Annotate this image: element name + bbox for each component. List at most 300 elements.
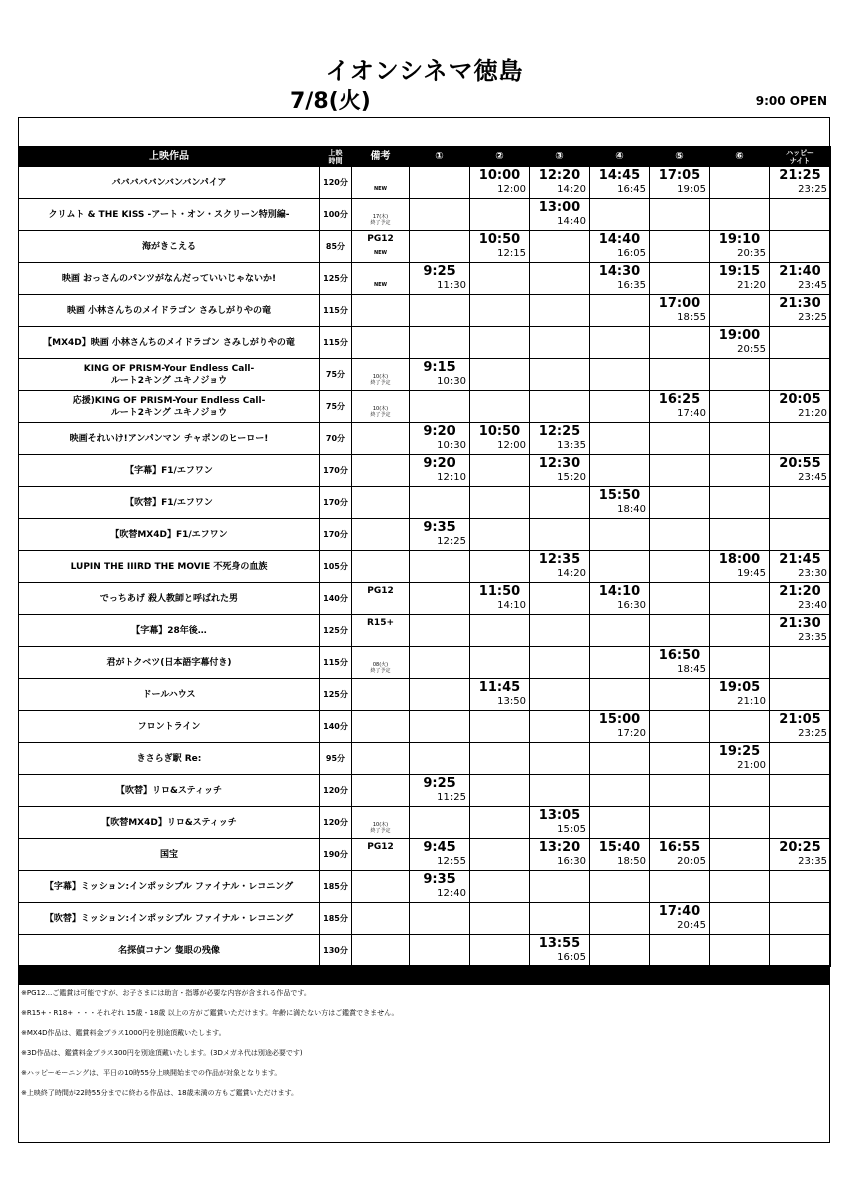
end-time: 23:35 <box>798 856 827 867</box>
end-time: 11:30 <box>437 280 466 291</box>
remarks-cell <box>352 935 410 967</box>
movie-title: 【字幕】ミッション:インポッシブル ファイナル・レコニング <box>19 871 320 903</box>
rating-badge: PG12 <box>367 842 394 852</box>
start-time: 13:55 <box>538 936 581 951</box>
start-time: 13:00 <box>538 200 581 215</box>
header-screen-1: ① <box>410 147 470 167</box>
showtime-cell[interactable] <box>530 551 590 583</box>
showtime-cell[interactable] <box>530 423 590 455</box>
showtime-cell[interactable] <box>710 327 770 359</box>
remarks-cell <box>352 647 410 679</box>
showtime-cell[interactable] <box>530 167 590 199</box>
showtime-cell[interactable] <box>530 455 590 487</box>
table-row <box>19 295 831 327</box>
showtime-cell <box>710 807 770 839</box>
showtime-cell <box>650 807 710 839</box>
note-item: ※MX4D作品は、鑑賞料金プラス1000円を別途頂戴いたします。 <box>21 1029 226 1037</box>
showtime-cell <box>650 679 710 711</box>
end-time: 20:55 <box>737 344 766 355</box>
showtime-cell <box>470 327 530 359</box>
table-row <box>19 871 831 903</box>
showtime-cell <box>770 903 831 935</box>
showtime-cell[interactable] <box>410 871 470 903</box>
remarks-cell <box>352 903 410 935</box>
showtime-cell <box>590 935 650 967</box>
showtime-cell[interactable] <box>770 391 831 423</box>
end-time: 15:05 <box>557 824 586 835</box>
showtime-cell <box>590 327 650 359</box>
table-row <box>19 327 831 359</box>
start-time: 21:25 <box>779 168 821 183</box>
movie-title: 【吹替MX4D】F1/エフワン <box>19 519 320 551</box>
end-time: 23:30 <box>798 568 827 579</box>
showtime-cell <box>650 935 710 967</box>
table-row <box>19 711 831 743</box>
remark-note: NEW <box>373 186 388 192</box>
showtime-cell <box>650 199 710 231</box>
start-time: 16:50 <box>658 648 701 663</box>
start-time: 9:15 <box>423 360 456 375</box>
remarks-cell <box>352 455 410 487</box>
showtime-cell <box>590 359 650 391</box>
showtime-cell <box>410 647 470 679</box>
showtime-cell <box>470 743 530 775</box>
table-row <box>19 391 831 423</box>
showtime-cell[interactable] <box>710 551 770 583</box>
showtime-cell <box>410 295 470 327</box>
start-time: 20:25 <box>779 840 821 855</box>
start-time: 13:05 <box>538 808 581 823</box>
showtime-cell[interactable] <box>650 295 710 327</box>
remarks-cell <box>352 679 410 711</box>
showtime-cell <box>710 391 770 423</box>
movie-title: 応援)KING OF PRISM-Your Endless Call- ルート2キング ユキノジョウ <box>19 391 320 423</box>
end-time: 17:20 <box>617 728 646 739</box>
showtime-cell <box>590 807 650 839</box>
showtime-cell[interactable] <box>770 711 831 743</box>
showtime-cell[interactable] <box>650 903 710 935</box>
showtime-cell <box>650 327 710 359</box>
showtime-cell <box>470 871 530 903</box>
showtime-cell[interactable] <box>410 839 470 871</box>
table-row <box>19 839 831 871</box>
showtime-cell[interactable] <box>470 583 530 615</box>
showtime-cell[interactable] <box>590 583 650 615</box>
showtime-cell <box>650 359 710 391</box>
end-time: 12:40 <box>437 888 466 899</box>
showtime-cell[interactable] <box>590 231 650 263</box>
start-time: 16:25 <box>658 392 701 407</box>
start-time: 21:05 <box>779 712 821 727</box>
showtime-cell <box>590 199 650 231</box>
remarks-cell <box>352 519 410 551</box>
movie-duration: 125分 <box>320 679 352 711</box>
end-time: 12:55 <box>437 856 466 867</box>
table-row <box>19 199 831 231</box>
remarks-cell <box>352 615 410 647</box>
showtime-cell <box>650 871 710 903</box>
showtime-cell <box>710 871 770 903</box>
start-time: 15:50 <box>598 488 641 503</box>
end-time: 10:30 <box>437 376 466 387</box>
remarks-cell <box>352 871 410 903</box>
showtime-cell <box>710 583 770 615</box>
showtime-cell[interactable] <box>650 647 710 679</box>
showtime-cell <box>530 359 590 391</box>
showtime-cell[interactable] <box>650 839 710 871</box>
end-time: 10:30 <box>437 440 466 451</box>
end-time: 14:40 <box>557 216 586 227</box>
showtime-cell <box>770 359 831 391</box>
movie-title: 名探偵コナン 隻眼の残像 <box>19 935 320 967</box>
showtime-cell[interactable] <box>530 199 590 231</box>
note-item: ※ハッピーモーニングは、平日の10時55分上映開始までの作品が対象となります。 <box>21 1069 282 1077</box>
start-time: 21:45 <box>779 552 821 567</box>
movie-duration: 190分 <box>320 839 352 871</box>
remark-note: NEW <box>373 250 388 256</box>
table-row <box>19 935 831 967</box>
header-screen-2: ② <box>470 147 530 167</box>
movie-title: 【MX4D】映画 小林さんちのメイドラゴン さみしがりやの竜 <box>19 327 320 359</box>
showtime-cell[interactable] <box>770 551 831 583</box>
table-row <box>19 903 831 935</box>
end-time: 19:05 <box>677 184 706 195</box>
movie-title: 君がトクベツ(日本語字幕付き) <box>19 647 320 679</box>
table-row <box>19 551 831 583</box>
showtime-cell[interactable] <box>710 743 770 775</box>
end-time: 21:10 <box>737 696 766 707</box>
showtime-cell <box>590 519 650 551</box>
showtime-cell <box>470 487 530 519</box>
header-title: 上映作品 <box>19 147 320 167</box>
end-time: 12:10 <box>437 472 466 483</box>
end-time: 16:30 <box>617 600 646 611</box>
end-time: 13:50 <box>497 696 526 707</box>
remarks-cell <box>352 359 410 391</box>
remarks-cell <box>352 295 410 327</box>
movie-duration: 75分 <box>320 359 352 391</box>
start-time: 9:20 <box>423 456 456 471</box>
table-row <box>19 679 831 711</box>
header-screen-4: ④ <box>590 147 650 167</box>
showtime-cell[interactable] <box>650 391 710 423</box>
remarks-cell <box>352 263 410 295</box>
showtime-cell <box>770 199 831 231</box>
movie-title: フロントライン <box>19 711 320 743</box>
end-time: 17:40 <box>677 408 706 419</box>
header-duration: 上映 時間 <box>320 147 352 167</box>
showtime-cell <box>410 807 470 839</box>
start-time: 10:00 <box>478 168 521 183</box>
remarks-cell <box>352 711 410 743</box>
showtime-cell[interactable] <box>770 583 831 615</box>
showtime-cell[interactable] <box>770 263 831 295</box>
table-row <box>19 519 831 551</box>
start-time: 11:45 <box>478 680 521 695</box>
movie-title: 【字幕】28年後… <box>19 615 320 647</box>
movie-title: クリムト & THE KISS -アート・オン・スクリーン特別編- <box>19 199 320 231</box>
start-time: 10:50 <box>478 232 521 247</box>
start-time: 21:40 <box>779 264 821 279</box>
table-row <box>19 455 831 487</box>
showtime-cell <box>470 711 530 743</box>
showtime-cell <box>710 359 770 391</box>
showtime-cell <box>650 615 710 647</box>
showtime-cell <box>590 615 650 647</box>
end-time: 18:40 <box>617 504 646 515</box>
header-screen-3: ③ <box>530 147 590 167</box>
showtime-cell <box>770 487 831 519</box>
table-row <box>19 743 831 775</box>
showtime-cell <box>410 743 470 775</box>
table-row <box>19 583 831 615</box>
end-time: 15:20 <box>557 472 586 483</box>
showtime-cell <box>650 743 710 775</box>
showtime-cell <box>710 839 770 871</box>
showtime-cell <box>410 199 470 231</box>
showtime-cell <box>410 583 470 615</box>
showtime-cell <box>710 935 770 967</box>
showtime-cell <box>470 807 530 839</box>
showtime-cell <box>770 807 831 839</box>
showtime-cell <box>530 231 590 263</box>
end-time: 23:25 <box>798 728 827 739</box>
header-remarks: 備考 <box>352 147 410 167</box>
start-time: 17:00 <box>658 296 701 311</box>
showtime-cell <box>770 423 831 455</box>
showtime-cell <box>710 903 770 935</box>
showtime-cell[interactable] <box>410 775 470 807</box>
end-time: 18:45 <box>677 664 706 675</box>
showtime-cell <box>410 711 470 743</box>
showtime-cell[interactable] <box>710 231 770 263</box>
showtime-cell[interactable] <box>650 167 710 199</box>
showtime-cell[interactable] <box>470 423 530 455</box>
end-time: 21:00 <box>737 760 766 771</box>
table-row <box>19 775 831 807</box>
rating-badge: PG12 <box>367 234 394 244</box>
showtime-cell[interactable] <box>530 807 590 839</box>
movie-duration: 185分 <box>320 903 352 935</box>
movie-duration: 170分 <box>320 487 352 519</box>
movie-duration: 115分 <box>320 327 352 359</box>
showtime-cell <box>650 711 710 743</box>
end-time: 11:25 <box>437 792 466 803</box>
showtime-cell <box>410 231 470 263</box>
start-time: 9:25 <box>423 264 456 279</box>
start-time: 21:20 <box>779 584 821 599</box>
showtime-cell[interactable] <box>770 295 831 327</box>
end-time: 23:25 <box>798 184 827 195</box>
showtime-cell[interactable] <box>470 167 530 199</box>
showtime-cell <box>590 871 650 903</box>
showtime-cell <box>590 647 650 679</box>
showtime-cell[interactable] <box>410 359 470 391</box>
showtime-cell <box>650 487 710 519</box>
showtime-cell <box>590 391 650 423</box>
showtime-cell <box>410 551 470 583</box>
showtime-cell <box>410 679 470 711</box>
showtime-cell[interactable] <box>770 455 831 487</box>
end-time: 20:45 <box>677 920 706 931</box>
showtime-cell <box>470 647 530 679</box>
showtime-cell[interactable] <box>410 519 470 551</box>
showtime-cell <box>410 615 470 647</box>
table-row <box>19 647 831 679</box>
showtime-cell <box>530 583 590 615</box>
start-time: 16:55 <box>658 840 701 855</box>
end-time: 14:10 <box>497 600 526 611</box>
showtime-cell <box>710 455 770 487</box>
end-time: 20:05 <box>677 856 706 867</box>
showtime-cell <box>650 455 710 487</box>
start-time: 9:35 <box>423 520 456 535</box>
start-time: 17:40 <box>658 904 701 919</box>
showtime-cell <box>770 519 831 551</box>
showtime-cell <box>590 679 650 711</box>
remarks-cell <box>352 839 410 871</box>
movie-duration: 115分 <box>320 647 352 679</box>
movie-duration: 140分 <box>320 711 352 743</box>
end-time: 14:20 <box>557 184 586 195</box>
showtime-cell[interactable] <box>470 231 530 263</box>
showtime-cell[interactable] <box>530 935 590 967</box>
movie-duration: 100分 <box>320 199 352 231</box>
remarks-cell <box>352 231 410 263</box>
notes-list <box>21 989 826 1109</box>
showtime-cell <box>770 871 831 903</box>
movie-duration: 95分 <box>320 743 352 775</box>
showtime-cell[interactable] <box>470 679 530 711</box>
remarks-cell <box>352 551 410 583</box>
start-time: 14:30 <box>598 264 641 279</box>
start-time: 10:50 <box>478 424 521 439</box>
showtime-cell[interactable] <box>770 839 831 871</box>
showtime-cell <box>770 935 831 967</box>
showtime-cell <box>410 935 470 967</box>
showtime-cell[interactable] <box>410 455 470 487</box>
showtime-cell[interactable] <box>590 711 650 743</box>
schedule-body <box>19 167 831 967</box>
showtime-cell <box>530 903 590 935</box>
showtime-cell <box>770 743 831 775</box>
remark-note: 10(木) 終了予定 <box>370 822 391 834</box>
showtime-cell <box>410 391 470 423</box>
remarks-cell <box>352 327 410 359</box>
showtime-cell <box>590 455 650 487</box>
showtime-cell <box>590 743 650 775</box>
end-time: 18:55 <box>677 312 706 323</box>
showtime-cell <box>650 519 710 551</box>
showtime-cell[interactable] <box>590 263 650 295</box>
showtime-cell <box>590 423 650 455</box>
showtime-cell <box>470 295 530 327</box>
showtime-cell[interactable] <box>410 263 470 295</box>
remarks-cell <box>352 807 410 839</box>
showtime-cell[interactable] <box>530 839 590 871</box>
showtime-cell <box>470 775 530 807</box>
remark-note: 17(木) 終了予定 <box>370 214 391 226</box>
showtime-cell[interactable] <box>770 615 831 647</box>
showtime-cell[interactable] <box>590 487 650 519</box>
showtime-cell <box>410 903 470 935</box>
showtime-cell <box>530 391 590 423</box>
movie-title: でっちあげ 殺人教師と呼ばれた男 <box>19 583 320 615</box>
showtime-cell <box>590 295 650 327</box>
showtime-cell <box>710 295 770 327</box>
showtime-cell <box>590 551 650 583</box>
table-row <box>19 487 831 519</box>
note-item: ※3D作品は、鑑賞料金プラス300円を別途頂戴いたします。(3Dメガネ代は別途必要です) <box>21 1049 303 1057</box>
showtime-cell <box>650 263 710 295</box>
showtime-cell <box>530 711 590 743</box>
movie-duration: 120分 <box>320 775 352 807</box>
movie-duration: 170分 <box>320 455 352 487</box>
showtime-cell <box>530 487 590 519</box>
end-time: 23:25 <box>798 312 827 323</box>
showtime-cell[interactable] <box>710 263 770 295</box>
movie-duration: 170分 <box>320 519 352 551</box>
movie-title: 【吹替】F1/エフワン <box>19 487 320 519</box>
end-time: 12:00 <box>497 184 526 195</box>
end-time: 23:45 <box>798 472 827 483</box>
table-row <box>19 231 831 263</box>
showtime-cell <box>470 519 530 551</box>
table-row <box>19 615 831 647</box>
remarks-cell <box>352 487 410 519</box>
start-time: 17:05 <box>658 168 701 183</box>
showtime-cell[interactable] <box>770 167 831 199</box>
movie-duration: 130分 <box>320 935 352 967</box>
start-time: 20:55 <box>779 456 821 471</box>
movie-duration: 140分 <box>320 583 352 615</box>
showtime-cell <box>470 359 530 391</box>
showtime-cell <box>530 263 590 295</box>
table-row <box>19 423 831 455</box>
showtime-cell[interactable] <box>410 423 470 455</box>
start-time: 19:00 <box>718 328 761 343</box>
start-time: 9:45 <box>423 840 456 855</box>
showtime-cell[interactable] <box>590 839 650 871</box>
end-time: 13:35 <box>557 440 586 451</box>
remarks-cell <box>352 775 410 807</box>
movie-duration: 125分 <box>320 263 352 295</box>
table-row <box>19 359 831 391</box>
showtime-cell <box>650 423 710 455</box>
start-time: 20:05 <box>779 392 821 407</box>
start-time: 9:20 <box>423 424 456 439</box>
movie-title: 【吹替MX4D】リロ&スティッチ <box>19 807 320 839</box>
end-time: 16:45 <box>617 184 646 195</box>
header-screen-6: ⑥ <box>710 147 770 167</box>
showtime-cell <box>710 775 770 807</box>
showtime-cell <box>470 935 530 967</box>
start-time: 9:25 <box>423 776 456 791</box>
showtime-cell[interactable] <box>590 167 650 199</box>
start-time: 21:30 <box>779 616 821 631</box>
showtime-cell <box>650 775 710 807</box>
movie-duration: 115分 <box>320 295 352 327</box>
start-time: 15:00 <box>598 712 641 727</box>
showtime-cell[interactable] <box>710 679 770 711</box>
showtime-cell <box>710 711 770 743</box>
end-time: 23:40 <box>798 600 827 611</box>
showtime-cell <box>770 647 831 679</box>
start-time: 14:40 <box>598 232 641 247</box>
showtime-cell <box>590 903 650 935</box>
remarks-cell <box>352 743 410 775</box>
start-time: 11:50 <box>478 584 521 599</box>
